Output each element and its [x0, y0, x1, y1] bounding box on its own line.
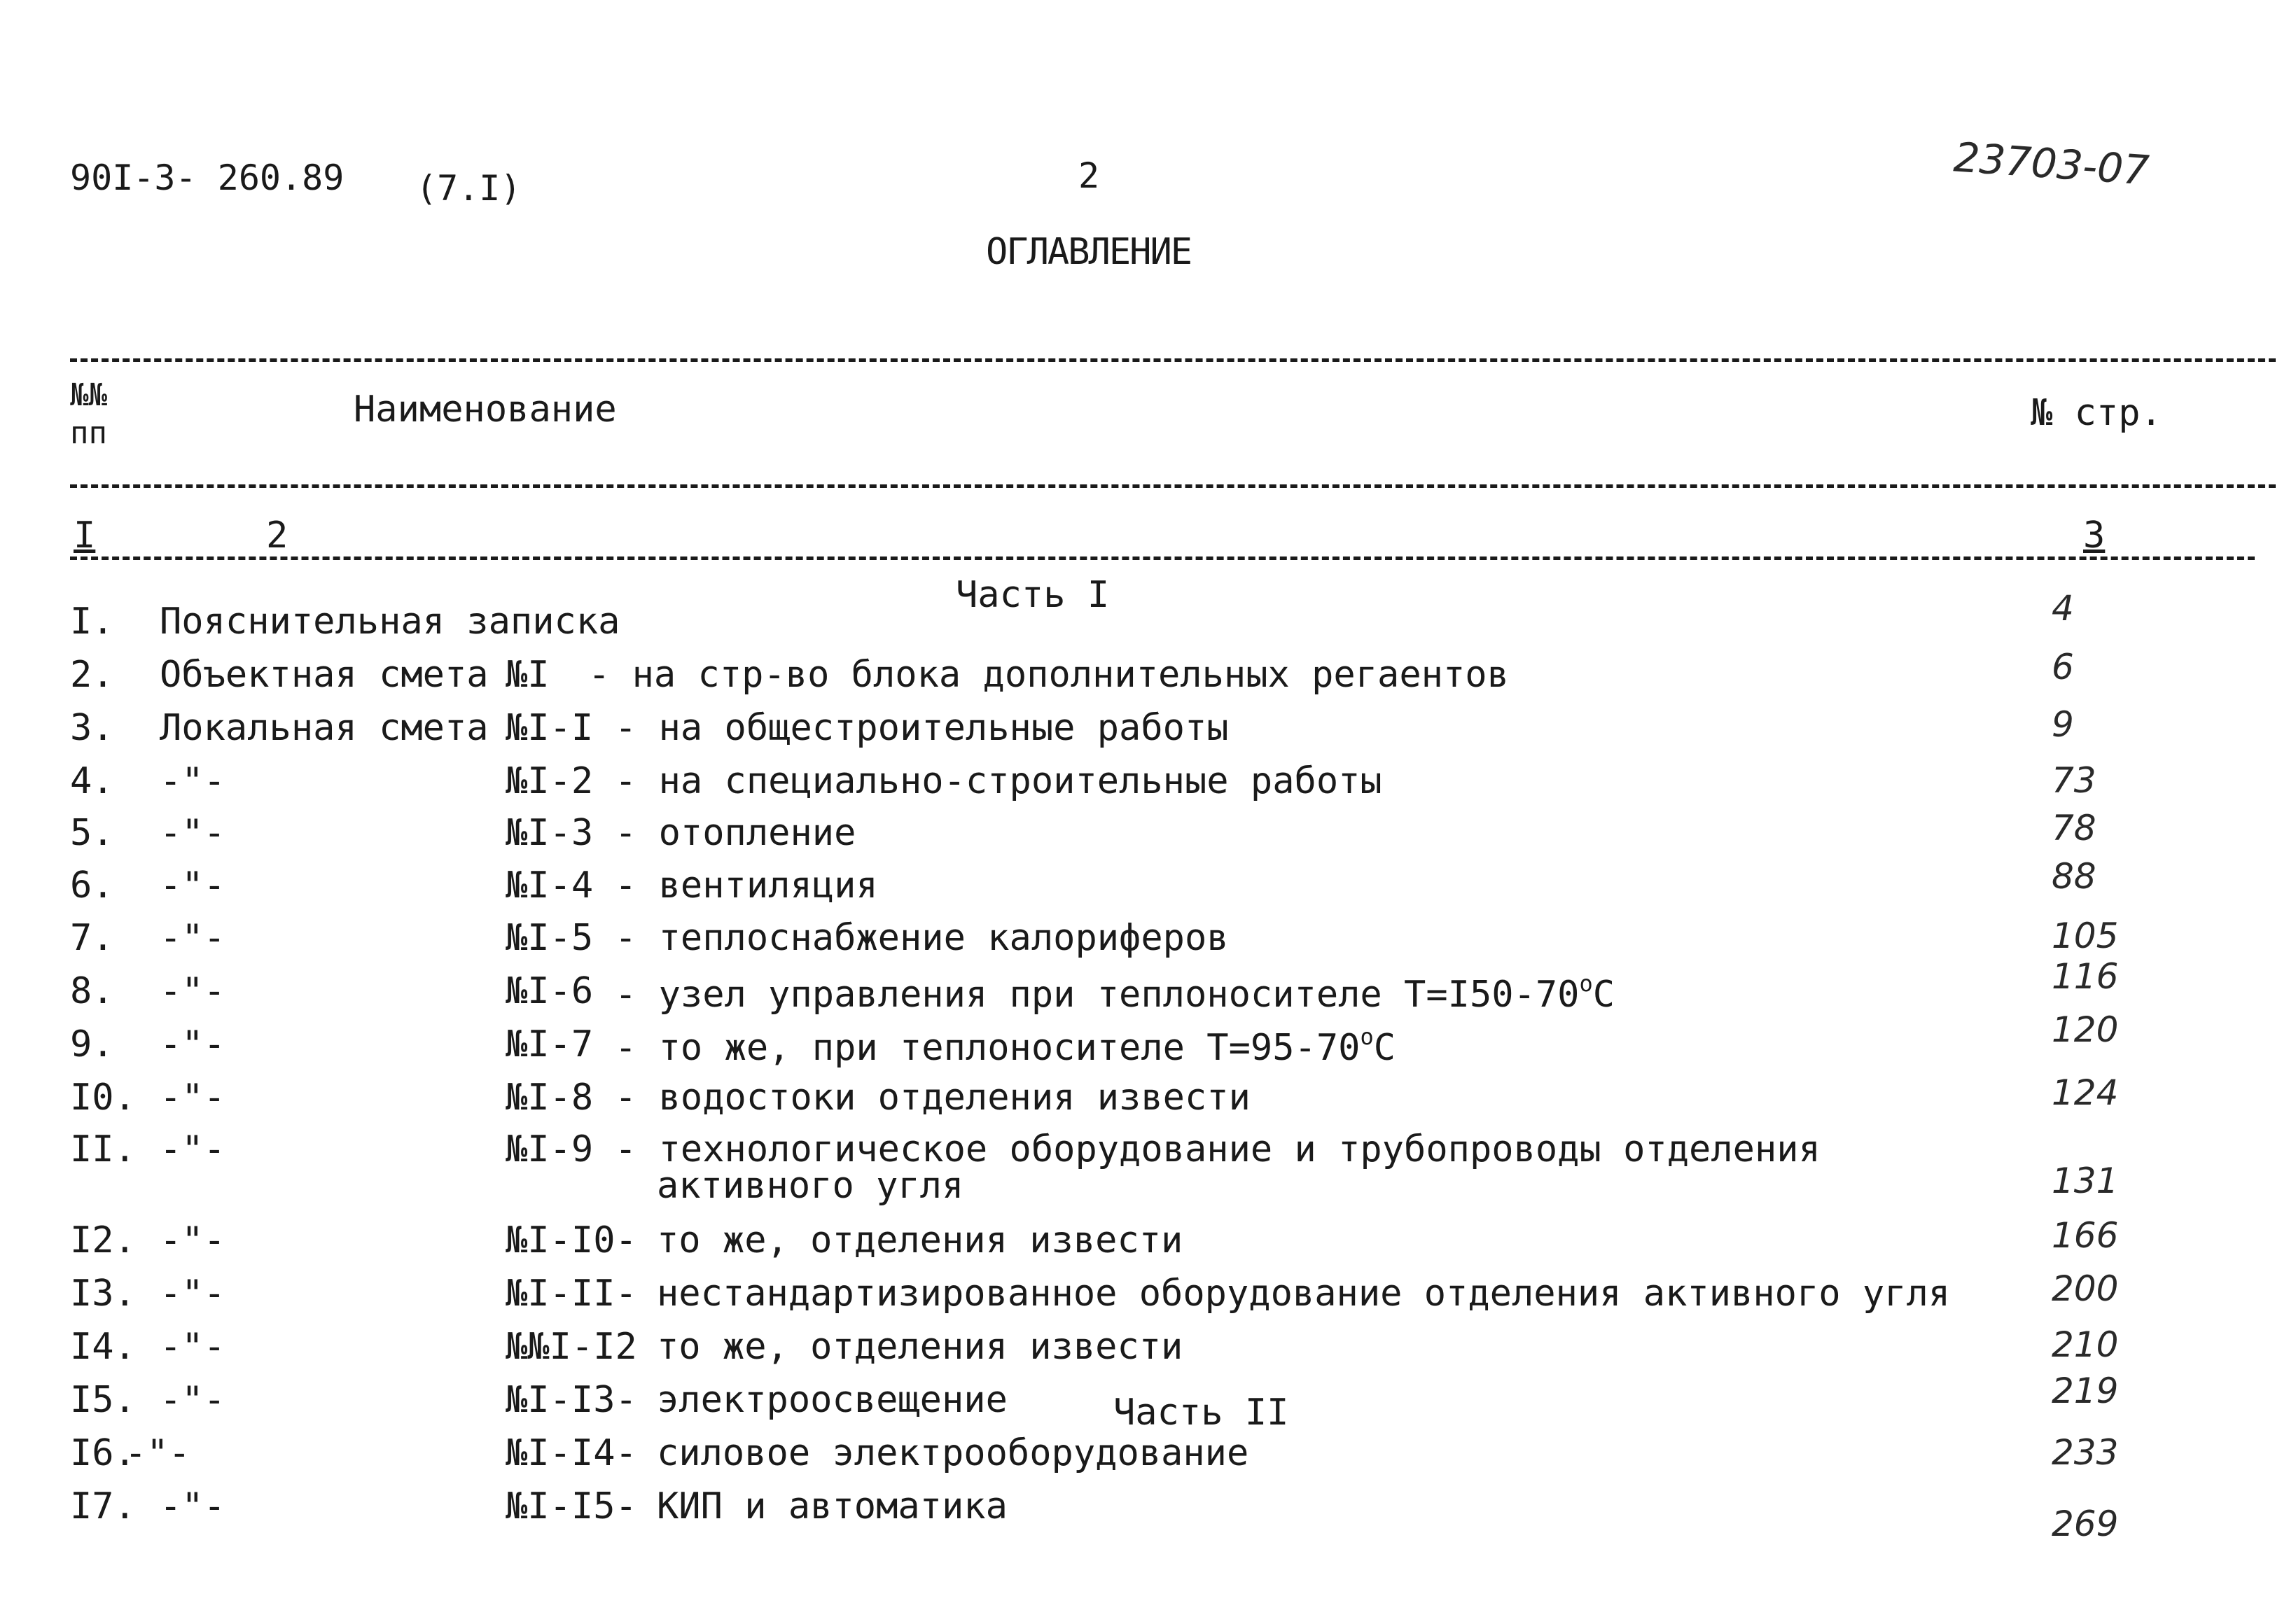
row-page: 78 [2052, 808, 2096, 848]
table-row [0, 1009, 2289, 1074]
table-row [0, 1215, 2289, 1270]
row-code: №I-4 [506, 864, 594, 906]
row-name: Объектная смета [160, 654, 489, 696]
row-code: №I-I0- [506, 1219, 637, 1261]
row-name: -"- [160, 1128, 225, 1170]
table-top-rule [70, 358, 2276, 362]
row-text-continuation: активного угля [657, 1165, 964, 1207]
row-page: 131 [2052, 1161, 2119, 1201]
document-subcode: (7.I) [416, 168, 522, 209]
row-number: 4. [70, 760, 114, 802]
row-page: 233 [2052, 1432, 2119, 1473]
document-code: 90I-3- 260.89 [70, 158, 345, 198]
row-page: 210 [2052, 1324, 2119, 1365]
row-page: 88 [2052, 856, 2096, 897]
table-row [0, 956, 2289, 1021]
row-number: 8. [70, 970, 114, 1012]
page-title: ОГЛАВЛЕНИЕ [986, 231, 1192, 273]
row-text: - на общестроительные работы [615, 707, 1229, 749]
row-number: I0. [70, 1077, 136, 1119]
row-page: 105 [2052, 916, 2119, 956]
table-row [0, 1485, 2289, 1544]
row-page: 73 [2052, 760, 2096, 801]
row-name: -"- [125, 1432, 190, 1474]
row-code: №I-I4- [506, 1432, 637, 1474]
row-name: -"- [160, 812, 225, 854]
section-part-2: Часть II [1113, 1392, 1289, 1434]
row-number: 3. [70, 707, 114, 749]
row-code: №I [506, 654, 550, 696]
row-name: -"- [160, 970, 225, 1012]
row-name: -"- [160, 1379, 225, 1421]
row-text: - теплоснабжение калориферов [615, 917, 1229, 959]
table-row [0, 808, 2289, 862]
row-name: -"- [160, 1023, 225, 1065]
row-code: №I-6 [506, 970, 594, 1012]
row-text-unit: С [1373, 1027, 1396, 1069]
row-text: - на специально-строительные работы [615, 760, 1382, 802]
row-text: - отопление [615, 812, 856, 854]
row-number: I5. [70, 1379, 136, 1421]
row-page: 219 [2052, 1371, 2119, 1411]
row-name: -"- [160, 1219, 225, 1261]
row-code: №I-7 [506, 1023, 594, 1065]
row-text-main: - то же, при теплоносителе Т=95-70 [615, 1027, 1361, 1069]
row-number: 9. [70, 1023, 114, 1065]
row-text [615, 970, 1615, 1016]
degree-sign: о [1579, 970, 1593, 997]
row-number: I6. [70, 1432, 136, 1474]
row-name: -"- [160, 917, 225, 959]
row-page: 120 [2052, 1009, 2119, 1050]
table-row [0, 1072, 2289, 1127]
row-code: №I-8 [506, 1077, 594, 1119]
row-code: №I-I5- [506, 1485, 637, 1527]
row-page: 116 [2052, 956, 2119, 997]
row-text [615, 1023, 1396, 1069]
row-number: I. [70, 601, 114, 643]
row-page: 4 [2052, 588, 2074, 629]
row-code: №I-I [506, 707, 594, 749]
row-text: - водостоки отделения извести [615, 1077, 1251, 1119]
row-text: - вентиляция [615, 864, 878, 906]
column-number-1: I [74, 514, 96, 556]
handwritten-inventory-number: 23703-07 [1951, 133, 2151, 195]
row-name: -"- [160, 1273, 225, 1315]
row-code: №I-I3- [506, 1379, 637, 1421]
row-code: №I-9 [506, 1128, 594, 1170]
row-text-main: - узел управления при теплоносителе Т=I50-70 [615, 974, 1580, 1016]
row-code: №I-II- [506, 1273, 637, 1315]
row-number: I2. [70, 1219, 136, 1261]
table-row [0, 856, 2289, 915]
degree-sign: о [1360, 1023, 1374, 1050]
row-name: -"- [160, 1326, 225, 1368]
row-number: I3. [70, 1273, 136, 1315]
column-header-number-line2: пп [70, 415, 107, 451]
page-number: 2 [1078, 155, 1100, 196]
row-text: - технологическое оборудование и трубопроводы отделения [615, 1128, 1821, 1170]
row-number: 2. [70, 654, 114, 696]
column-header-page: № стр. [2031, 392, 2162, 434]
table-row [0, 1268, 2289, 1323]
table-row [0, 704, 2289, 757]
row-page: 200 [2052, 1268, 2119, 1309]
row-page: 124 [2052, 1072, 2119, 1113]
column-number-rule [70, 556, 2255, 560]
column-number-3: 3 [2083, 514, 2106, 556]
table-row [0, 1326, 2289, 1376]
section-part-1: Часть I [956, 574, 1110, 616]
row-code: №№I-I2 [506, 1326, 637, 1368]
row-number: 5. [70, 812, 114, 854]
table-row [0, 917, 2289, 967]
row-page: 6 [2052, 647, 2074, 687]
table-row [0, 1128, 2289, 1219]
row-number: 7. [70, 917, 114, 959]
row-number: II. [70, 1128, 136, 1170]
table-header-bottom-rule [70, 484, 2276, 488]
row-page: 9 [2052, 704, 2074, 745]
row-code: №I-3 [506, 812, 594, 854]
row-text: КИП и автоматика [657, 1485, 1008, 1527]
column-number-2: 2 [266, 514, 288, 556]
row-name: Пояснительная записка [160, 601, 620, 643]
column-header-name: Наименование [354, 388, 617, 430]
row-text: силовое электрооборудование [657, 1432, 1249, 1474]
row-number: I4. [70, 1326, 136, 1368]
row-code: №I-5 [506, 917, 594, 959]
row-name: -"- [160, 1077, 225, 1119]
table-row [0, 647, 2289, 704]
row-text: то же, отделения извести [657, 1219, 1183, 1261]
table-row [0, 1432, 2289, 1483]
row-page: 166 [2052, 1215, 2119, 1256]
row-text: нестандартизированное оборудование отделения активного угля [657, 1273, 1951, 1315]
column-header-number-line1: №№ [70, 377, 107, 413]
row-text: то же, отделения извести [657, 1326, 1183, 1368]
row-name: -"- [160, 1485, 225, 1527]
row-page: 269 [2052, 1504, 2119, 1544]
row-number: 6. [70, 864, 114, 906]
row-text: электроосвещение [657, 1379, 1008, 1421]
row-code: №I-2 [506, 760, 594, 802]
row-name: -"- [160, 760, 225, 802]
table-row [0, 760, 2289, 811]
row-text: - на стр-во блока дополнительных регаентов [588, 654, 1509, 696]
column-header-number [70, 377, 107, 452]
row-name: Локальная смета [160, 707, 489, 749]
row-text-unit: С [1592, 974, 1615, 1016]
row-name: -"- [160, 864, 225, 906]
row-number: I7. [70, 1485, 136, 1527]
